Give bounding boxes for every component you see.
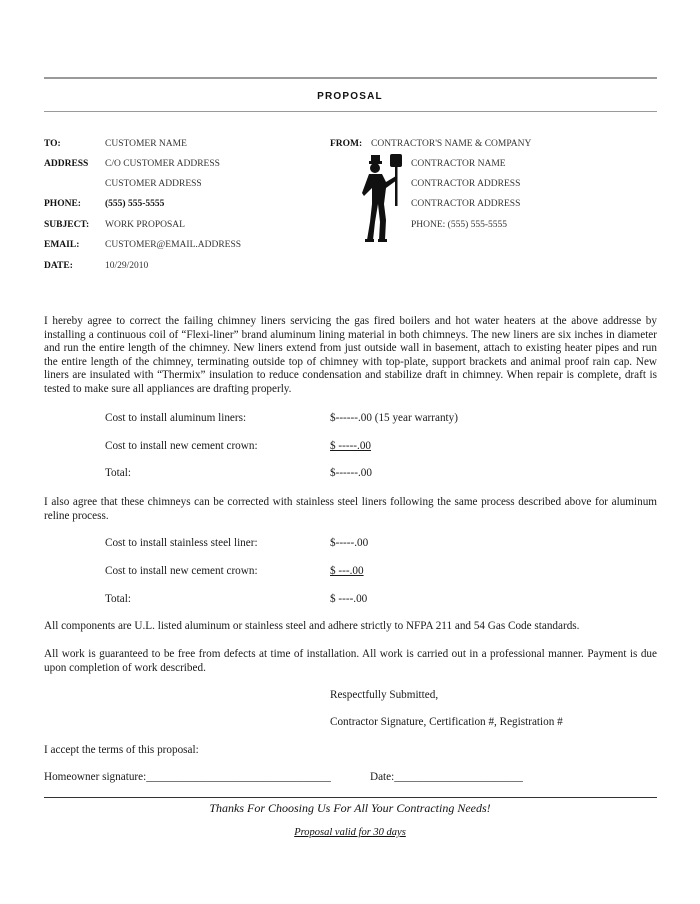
contractor-address-1: CONTRACTOR ADDRESS xyxy=(411,179,521,189)
cost-value: $-----.00 xyxy=(330,537,369,549)
contractor-address-2: CONTRACTOR ADDRESS xyxy=(411,199,521,209)
homeowner-signature-field[interactable]: Homeowner signature:_________________________________ xyxy=(44,771,331,783)
closing-text: Respectfully Submitted, xyxy=(330,689,439,701)
chimney-sweep-logo-icon xyxy=(360,152,406,244)
validity-note: Proposal valid for 30 days xyxy=(294,827,406,838)
total-value: $ ----.00 xyxy=(330,593,368,605)
document-title: PROPOSAL xyxy=(317,91,383,102)
acceptance-text: I accept the terms of this proposal: xyxy=(44,744,199,756)
guarantee-paragraph: All work is guaranteed to be free from defects at time of installation. All work is carried out in a professional manner. Payment is due upon completion of work described. xyxy=(44,648,657,674)
footer-rule xyxy=(44,797,657,798)
cost-label: Cost to install aluminum liners: xyxy=(105,412,247,424)
total-label: Total: xyxy=(105,593,131,605)
standards-paragraph: All components are U.L. listed aluminum or stainless steel and adhere strictly to NFPA 211 and 54 Gas Code standards. xyxy=(44,620,580,632)
customer-phone: (555) 555-5555 xyxy=(105,199,165,209)
contractor-signature-line: Contractor Signature, Certification #, Registration # xyxy=(330,716,563,728)
cost-value: $------.00 (15 year warranty) xyxy=(330,412,458,424)
sender-block xyxy=(330,139,660,249)
cost-value: $ -----.00 xyxy=(330,440,372,452)
contractor-phone: PHONE: (555) 555-5555 xyxy=(411,220,508,230)
scope-paragraph: I hereby agree to correct the failing chimney liners servicing the gas fired boilers and hot water heaters at the above addresse by installing a continuous coil of “Flexi-liner” brand aluminum lining material in both chimneys. The new liners are six inches in diameter and run the entire length of the chimney. New liners extend from just outside wall in basement, attach to existing heater pipes and run the entire length of the chimney, terminating outside top of chimney with top-plate, support brackets and animal proof rain cap. New liners are insulated with “Thermix” insulation to reduce condensation and stabilize draft in chimney. When repair is complete, draft is tested to make sure all appliances are drafting properly. xyxy=(44,315,657,395)
stainless-paragraph: I also agree that these chimneys can be corrected with stainless steel liners following the same process described above for aluminum reline process. xyxy=(44,496,657,522)
address-label: ADDRESS xyxy=(44,159,89,169)
contractor-company: CONTRACTOR'S NAME & COMPANY xyxy=(371,139,532,149)
customer-name: CUSTOMER NAME xyxy=(105,139,187,149)
customer-email: CUSTOMER@EMAIL.ADDRESS xyxy=(105,240,242,250)
recipient-block xyxy=(44,139,314,279)
total-label: Total: xyxy=(105,467,131,479)
proposal-date: 10/29/2010 xyxy=(105,261,149,271)
customer-address-2: CUSTOMER ADDRESS xyxy=(105,179,202,189)
top-rule xyxy=(44,77,657,79)
phone-label: PHONE: xyxy=(44,199,81,209)
cost-label: Cost to install new cement crown: xyxy=(105,440,258,452)
from-label: FROM: xyxy=(330,139,363,149)
date-signature-field[interactable]: Date:_______________________ xyxy=(370,771,523,783)
footer-thanks: Thanks For Choosing Us For All Your Contracting Needs! xyxy=(209,801,491,815)
subject-label: SUBJECT: xyxy=(44,220,90,230)
customer-address-1: C/O CUSTOMER ADDRESS xyxy=(105,159,220,169)
to-label: TO: xyxy=(44,139,61,149)
subject-value: WORK PROPOSAL xyxy=(105,220,185,230)
cost-label: Cost to install stainless steel liner: xyxy=(105,537,258,549)
date-label: DATE: xyxy=(44,261,73,271)
contractor-name: CONTRACTOR NAME xyxy=(411,159,506,169)
cost-label: Cost to install new cement crown: xyxy=(105,565,258,577)
total-value: $------.00 xyxy=(330,467,372,479)
email-label: EMAIL: xyxy=(44,240,80,250)
cost-value: $ ---.00 xyxy=(330,565,364,577)
title-rule xyxy=(44,111,657,112)
